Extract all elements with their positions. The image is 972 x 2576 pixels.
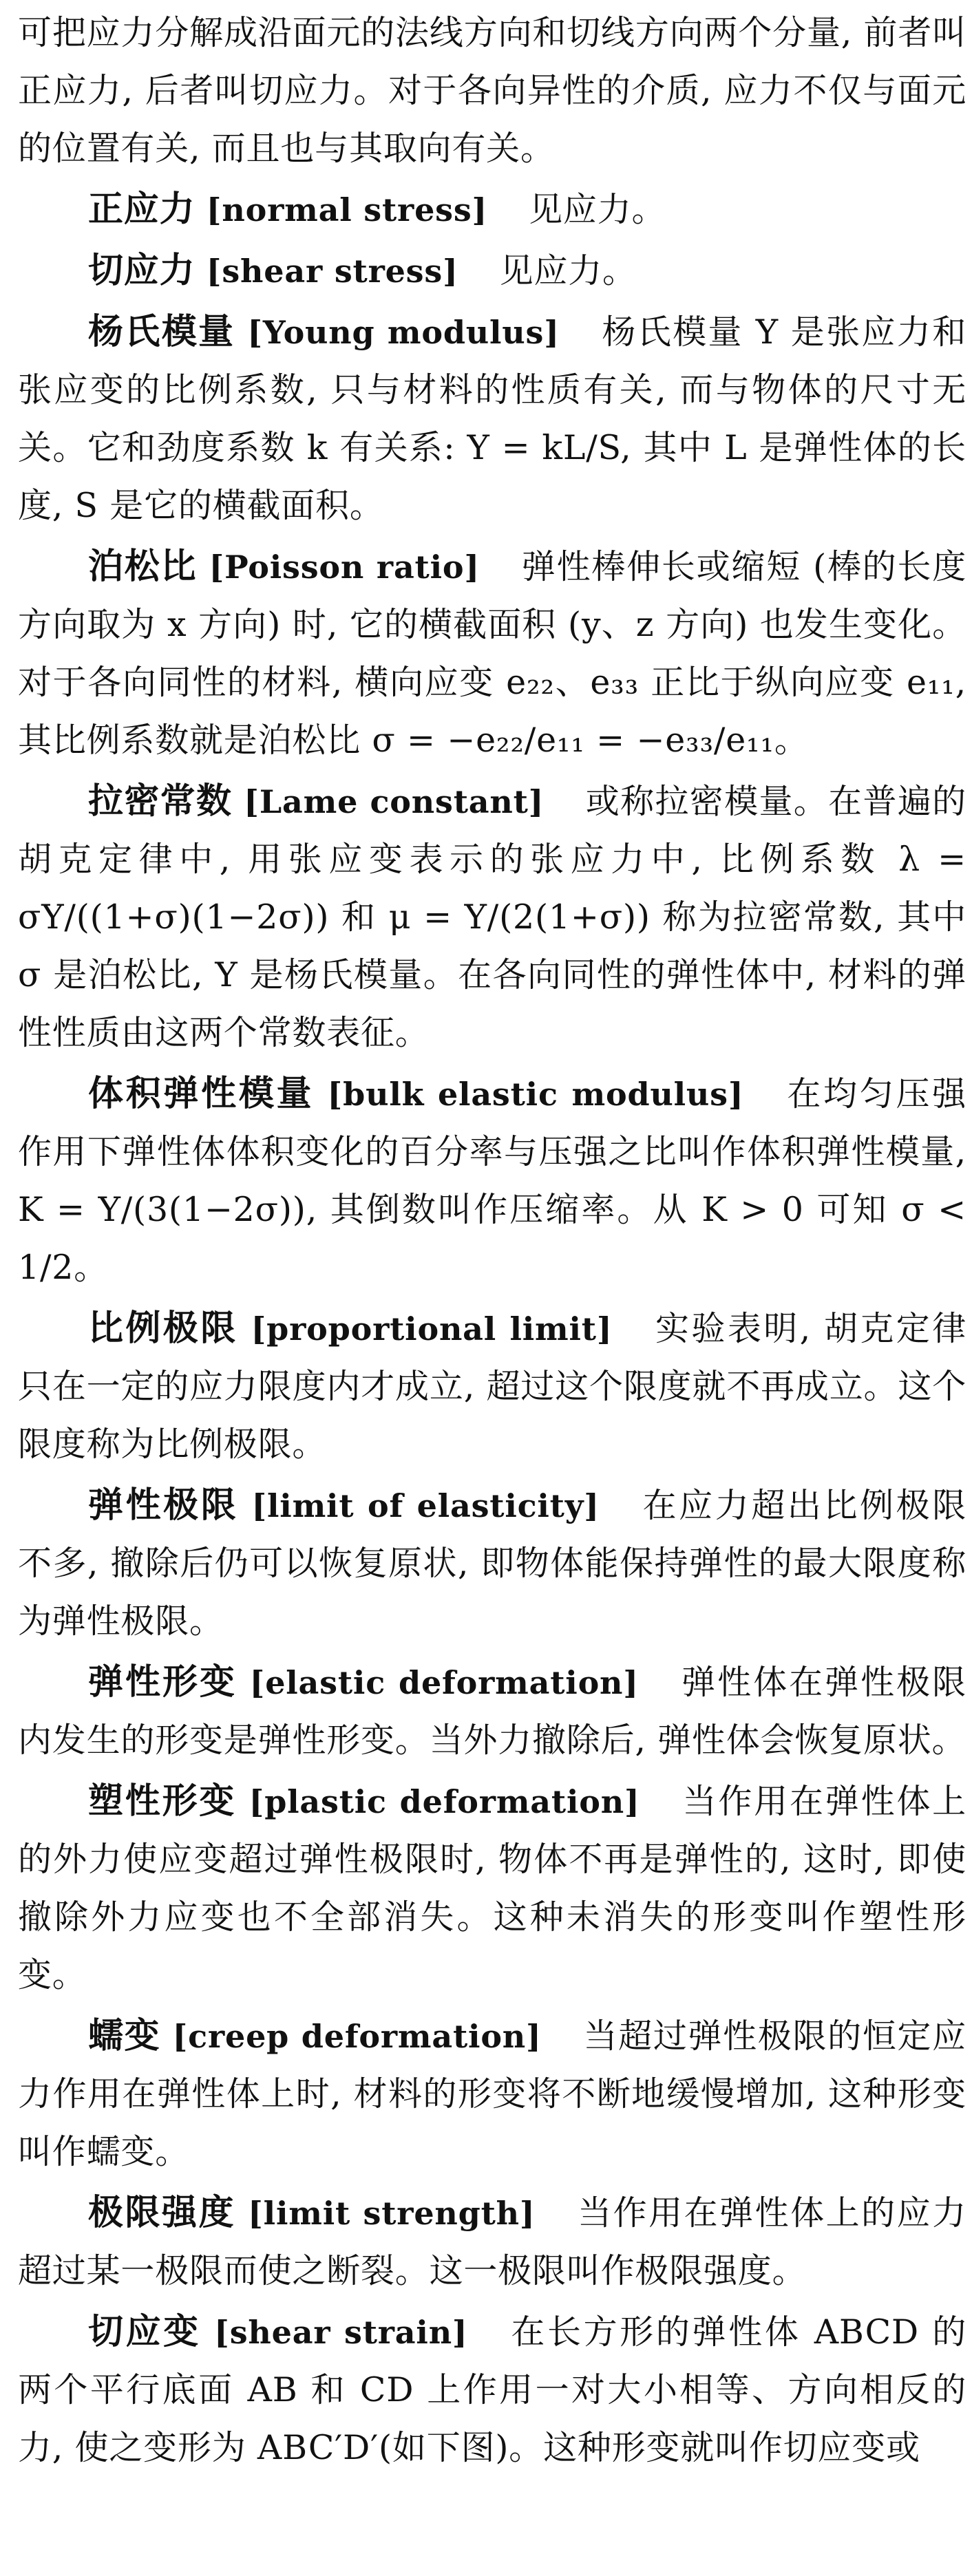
- term-cn: 切应力: [88, 251, 196, 291]
- term-en: [normal stress]: [206, 191, 488, 228]
- definition: 当作用在弹性体上的外力使应变超过弹性极限时, 物体不再是弹性的, 这时, 即使撤除外力应变也不全部消失。这种未消失的形变叫作塑性形变。: [18, 1782, 966, 1994]
- term-cn: 泊松比: [88, 546, 198, 587]
- term-cn: 比例极限: [88, 1308, 238, 1349]
- term-en: [bulk elastic modulus]: [327, 1076, 744, 1113]
- term-cn: 极限强度: [88, 2193, 236, 2233]
- definition: 当超过弹性极限的恒定应力作用在弹性体上时, 材料的形变将不断地缓慢增加, 这种形变叫作蠕变。: [18, 2016, 966, 2171]
- entry-shear-stress: [18, 242, 966, 300]
- definition: 在长方形的弹性体 ABCD 的两个平行底面 AB 和 CD 上作用一对大小相等、方向相反的力, 使之变形为 ABC′D′(如下图)。这种形变就叫作切应变或: [18, 2312, 966, 2467]
- entry-poisson-ratio: [18, 538, 966, 769]
- definition: 见应力。: [499, 251, 637, 290]
- definition: 在应力超出比例极限不多, 撤除后仍可以恢复原状, 即物体能保持弹性的最大限度称为弹性极限。: [18, 1486, 966, 1641]
- term-en: [shear strain]: [214, 2314, 468, 2351]
- term-cn: 体积弹性模量: [88, 1074, 315, 1114]
- term-en: [limit of elasticity]: [251, 1487, 600, 1524]
- entry-elastic-deformation: [18, 1654, 966, 1769]
- term-cn: 切应变: [88, 2312, 201, 2352]
- term-en: [shear stress]: [206, 253, 458, 290]
- term-en: [limit strength]: [248, 2195, 536, 2232]
- term-cn: 杨氏模量: [88, 312, 235, 352]
- entry-plastic-deformation: [18, 1773, 966, 2004]
- term-en: [Lame constant]: [244, 783, 545, 820]
- term-en: [proportional limit]: [251, 1310, 613, 1348]
- definition: 弹性体在弹性极限内发生的形变是弹性形变。当外力撤除后, 弹性体会恢复原状。: [18, 1663, 966, 1760]
- intro-paragraph: 可把应力分解成沿面元的法线方向和切线方向两个分量, 前者叫正应力, 后者叫切应力。对于各向异性的介质, 应力不仅与面元的位置有关, 而且也与其取向有关。: [18, 13, 966, 168]
- definition: 见应力。: [529, 190, 666, 229]
- entry-normal-stress: [18, 181, 966, 239]
- entry-proportional-limit: [18, 1300, 966, 1473]
- term-en: [Young modulus]: [247, 314, 560, 351]
- entry-limit-of-elasticity: [18, 1477, 966, 1650]
- term-cn: 塑性形变: [88, 1781, 237, 1822]
- definition: 实验表明, 胡克定律只在一定的应力限度内才成立, 超过这个限度就不再成立。这个限度称为比例极限。: [18, 1309, 966, 1464]
- definition: 或称拉密模量。在普遍的胡克定律中, 用张应变表示的张应力中, 比例系数 λ = σY/((1+σ)(1−2σ)) 和 μ = Y/(2(1+σ)) 称为拉密常数, 其中 σ 是泊松比, Y 是杨氏模量。在各向同性的弹性体中, 材料的弹性性质由这两个常数表征。: [18, 782, 966, 1052]
- entry-lame-constant: [18, 773, 966, 1062]
- entry-shear-strain: [18, 2303, 966, 2477]
- entry-limit-strength: [18, 2184, 966, 2300]
- definition: 在均匀压强作用下弹性体体积变化的百分率与压强之比叫作体积弹性模量, K = Y/(3(1−2σ)), 其倒数叫作压缩率。从 K > 0 可知 σ < 1/2。: [18, 1074, 966, 1287]
- term-en: [creep deformation]: [172, 2018, 542, 2055]
- definition: 杨氏模量 Y 是张应力和张应变的比例系数, 只与材料的性质有关, 而与物体的尺寸无关。它和劲度系数 k 有关系: Y = kL/S, 其中 L 是弹性体的长度, S 是它的横截面积。: [18, 312, 966, 525]
- term-en: [Poisson ratio]: [209, 549, 480, 586]
- entry-bulk-modulus: [18, 1065, 966, 1297]
- definition: 弹性棒伸长或缩短 (棒的长度方向取为 x 方向) 时, 它的横截面积 (y、z 方向) 也发生变化。对于各向同性的材料, 横向应变 e₂₂、e₃₃ 正比于纵向应变 e₁₁, 其比例系数就是泊松比 σ = −e₂₂/e₁₁ = −e₃₃/e₁₁。: [18, 547, 967, 760]
- definition: 当作用在弹性体上的应力超过某一极限而使之断裂。这一极限叫作极限强度。: [18, 2193, 966, 2290]
- term-cn: 弹性极限: [88, 1485, 239, 1526]
- term-cn: 蠕变: [88, 2016, 161, 2056]
- entry-creep-deformation: [18, 2008, 966, 2181]
- term-en: [plastic deformation]: [249, 1783, 640, 1820]
- term-cn: 弹性形变: [88, 1662, 237, 1703]
- term-cn: 正应力: [88, 189, 196, 230]
- entry-young-modulus: [18, 304, 966, 535]
- term-en: [elastic deformation]: [249, 1664, 639, 1701]
- term-cn: 拉密常数: [88, 781, 233, 822]
